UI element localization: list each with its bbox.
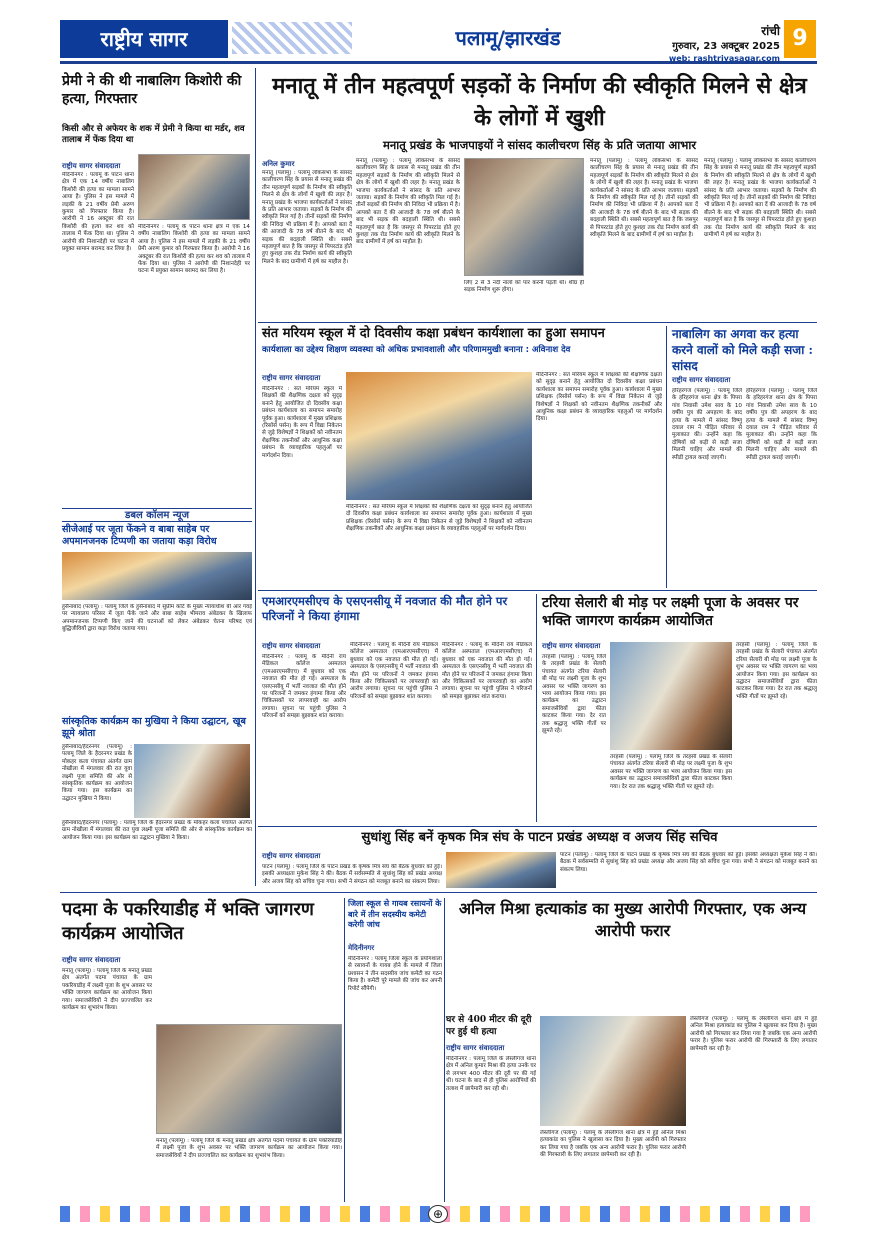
lead-subhead: मनातू प्रखंड के भाजपाइयों ने सांसद कालीचरण सिंह के प्रति जताया आभार: [382, 138, 697, 152]
edition-date: गुरुवार, 23 अक्टूबर 2025: [672, 41, 780, 52]
anil-headline: अनिल मिश्रा हत्याकांड का मुख्य आरोपी गिरफ्तार, एक अन्य आरोपी फरार: [458, 899, 807, 940]
lead-photo: [464, 158, 584, 276]
mmch-body: मेदिनीनगर : पलामू के मेदिनी राय मेडिकल कॉलेज अस्पताल (एमआरएमसीएच) में बुधवार को एक नवजात की मौत हो गई। अस्पताल के एसएनसीयू में भर्ती नवजात की मौत होने पर परिजनों ने जमकर हंगामा किया और चिकित्सकों पर लापरवाही का आरोप लगाया। सूचना पर पहुंची पुलिस ने परिजनों को समझा बुझाकर शांत कराया।: [262, 654, 346, 720]
tariya-rule: [536, 594, 537, 822]
tariya-body-2: तरहसी (पलामू) : पलामू जिले के तरहसी प्रखंड के सेलारी पंचायत अंतर्गत टरिया सेलारी बी मोड़ पर लक्ष्मी पूजा के शुभ अवसर पर भक्ति जागरण का भव्य आयोजन किया गया। इस कार्यक्रम का उद्घाटन समाजसेवियों द्वारा फीता काटकर किया गया। देर रात तक श्रद्धालु भक्ति गीतों पर झूमते रहे।: [736, 642, 817, 700]
anil-rule: [444, 898, 445, 1202]
website: web: rashtriyasagar.com: [668, 54, 780, 63]
section-title: पलामू/झारखंड: [455, 26, 561, 50]
column-banner: डबल कॉलम न्यूज: [62, 508, 252, 522]
padma-body: मनातू (पलामू) : पलामू जिले के मनातू प्रखंड क्षेत्र अंतर्गत पदमा पंचायत के ग्राम पकरियाडीह में लक्ष्मी पूजा के शुभ अवसर पर भक्ति जागरण कार्यक्रम का आयोजन किया गया। समाजसेवियों ने दीप प्रज्ज्वलित कर कार्यक्रम का शुभारंभ किया।: [62, 968, 152, 1012]
sudhanshu-body-2: पाटन (पलामू) : पलामू जिले के पाटन प्रखंड के कृषक मित्र संघ की बैठक बुधवार को हुई। इसकी अध्यक्षता मुकेश सिंह ने की। बैठक में सर्वसम्मति से सुधांशु सिंह को प्रखंड अध्यक्ष और अजय सिंह को सचिव चुना गया। सभी ने संगठन को मजबूत बनाने का संकल्प लिया।: [560, 852, 817, 873]
sudhanshu-body: पाटन (पलामू) : पलामू जिले के पाटन प्रखंड के कृषक मित्र संघ की बैठक बुधवार को हुई। इसकी अध्यक्षता मुकेश सिंह ने की। बैठक में सर्वसम्मति से सुधांशु सिंह को प्रखंड अध्यक्ष और अजय सिंह को सचिव चुना गया। सभी ने संगठन को मजबूत बनाने का संकल्प लिया।: [262, 864, 442, 885]
left-body-cont: मेदिनीनगर : पलामू के पाटन थाना क्षेत्र में एक 14 वर्षीय नाबालिग किशोरी की हत्या का मामला सामने आया है। पुलिस ने इस मामले में लड़की के 21 वर्षीय प्रेमी अरुण कुमार को गिरफ्तार किया है। आरोपी ने 16 अक्टूबर की रात किशोरी की हत्या कर शव को तालाब में फेंक दिया था। पुलिस ने आरोपी की निशानदेही पर घटना में प्रयुक्त सामान बरामद कर लिया है।: [138, 224, 250, 275]
sudhanshu-rule: [258, 826, 817, 827]
news3-body-cont: हुसैनाबाद/हैदरनगर (पलामू) : पलामू जिले के हैदरनगर प्रखंड के मोकहर कला पंचायत अंतर्गत ग्राम नोखीला में मंगलवार की रात युवा लक्ष्मी पूजा समिति की ओर से सांस्कृतिक कार्यक्रम का आयोजन किया गया। इस कार्यक्रम का उद्घाटन मुखिया ने किया।: [62, 820, 252, 841]
header-pattern: [232, 22, 352, 54]
school-headline: संत मरियम स्कूल में दो दिवसीय कक्षा प्रबंधन कार्यशाला का हुआ समापन: [262, 326, 605, 341]
padma-byline: राष्ट्रीय सागर संवाददाता: [62, 956, 121, 964]
sudhanshu-headline: सुधांशु सिंह बनें कृषक मित्र संघ के पाटन प्रखंड अध्यक्ष व अजय सिंह सचिव: [361, 830, 718, 845]
news2-photo: [62, 552, 252, 600]
edition-city: रांची: [761, 24, 780, 38]
lead-body-4: मनातू (पलामू) : पलामू लोकसभा के सांसद कालीचरण सिंह के प्रयास से मनातू प्रखंड की तीन महत्वपूर्ण सड़कों के निर्माण की स्वीकृति मिलने से क्षेत्र के लोगों में खुशी की लहर है। मनातू प्रखंड के भाजपा कार्यकर्ताओं ने सांसद के प्रति आभार जताया। सड़कों के निर्माण की स्वीकृति मिल गई है। तीनों सड़कों की निर्माण की निविदा भी प्रक्रिया में है। आपको बता दें की आजादी के 78 वर्ष बीतने के बाद भी सड़क की बदहाली स्थिति थी। सबसे महत्वपूर्ण बात है कि जसपुर से पिपरटांड होते हुए कुशहा तक रोड निर्माण कार्य की स्वीकृति मिलने के बाद ग्रामीणों में हर्ष का माहौल है।: [704, 158, 816, 239]
padma-photo: [156, 1024, 342, 1134]
sweets-body: मेदिनीनगर : पलामू जिला स्कूल के प्रयोगशाला से रसायनों के गायब होने के मामले में जिला प्रशासन ने तीन सदस्यीय जांच कमेटी का गठन किया है। कमेटी पूरे मामले की जांच कर अपनी रिपोर्ट सौंपेगी।: [348, 956, 442, 992]
mmch-byline: राष्ट्रीय सागर संवाददाता: [262, 642, 321, 650]
left-photo: [138, 154, 250, 220]
anil-body-2: लेस्लीगंज (पलामू) : पलामू के लेस्लीगंज थाना क्षेत्र में हुई अनिल मिश्रा हत्याकांड का पुलिस ने खुलासा कर दिया है। मुख्य आरोपी को गिरफ्तार कर लिया गया है जबकि एक अन्य आरोपी फरार है। पुलिस फरार आरोपी की गिरफ्तारी के लिए लगातार छापेमारी कर रही है।: [690, 1016, 817, 1052]
minor-body: हरिहरगंज (पलामू) : पलामू जिले के हरिहरगंज थाना क्षेत्र के पिपरा गांव निवासी उमेश साव के 10 वर्षीय पुत्र की अपहरण के बाद हत्या के मामले में सांसद विष्णु दयाल राम ने पीड़ित परिवार से मुलाकात की। उन्होंने कहा कि दोषियों को कड़ी से कड़ी सजा मिलनी चाहिए और मामले की स्पीडी ट्रायल कराई जाएगी।: [672, 388, 742, 461]
school-body-3: मेदिनीनगर : संत मरियम स्कूल में शिक्षकों की शैक्षणिक दक्षता को सुदृढ़ बनाने हेतु आयोजित दो दिवसीय कक्षा प्रबंधन कार्यशाला का समापन समारोह पूर्वक हुआ। कार्यशाला में मुख्य प्रशिक्षक (रिसोर्स पर्सन) के रूप में विद्या निकेतन से जुड़े विशेषज्ञों ने शिक्षकों को नवीनतम शैक्षणिक तकनीकों और आधुनिक कक्षा प्रबंधन के व्यावहारिक पहलुओं पर मार्गदर्शन दिया।: [346, 504, 532, 533]
left-subhead: किसी और से अफेयर के शक में प्रेमी ने किया था मर्डर, शव तालाब में फेंक दिया था: [62, 124, 245, 145]
school-subhead: कार्यशाला का उद्देश्य शिक्षण व्यवस्था को अधिक प्रभावशाली और परिणाममुखी बनाना : अविनाश देव: [262, 345, 571, 355]
news2-body: हुसैनाबाद (पलामू) : पलामू जिले के हुसैनाबाद में सुप्रीम कोर्ट के मुख्य न्यायाधीश बी आर गवई पर न्यायालय परिसर में जूता फेंके जाने और बाबा साहेब भीमराव अंबेडकर के खिलाफ अपमानजनक टिप्पणी किए जाने की घटनाओं को लेकर अंबेडकर चेतना परिषद एवं बुद्धिजीवियों द्वारा कड़ा विरोध जताया गया।: [62, 604, 252, 633]
news3-photo: [134, 744, 250, 818]
left-byline: राष्ट्रीय सागर संवाददाता: [62, 162, 121, 170]
minor-byline: राष्ट्रीय सागर संवाददाता: [672, 376, 731, 384]
tariya-body-3: तरहसी (पलामू) : पलामू जिले के तरहसी प्रखंड के सेलारी पंचायत अंतर्गत टरिया सेलारी बी मोड़ पर लक्ष्मी पूजा के शुभ अवसर पर भक्ति जागरण का भव्य आयोजन किया गया। इस कार्यक्रम का उद्घाटन समाजसेवियों द्वारा फीता काटकर किया गया। देर रात तक श्रद्धालु भक्ति गीतों पर झूमते रहे।: [610, 754, 732, 790]
sweets-rule: [344, 898, 345, 1202]
news3-headline: सांस्कृतिक कार्यक्रम का मुखिया ने किया उद्घाटन, खूब झूमे श्रोता: [62, 716, 246, 739]
news3-body: हुसैनाबाद/हैदरनगर (पलामू) : पलामू जिले के हैदरनगर प्रखंड के मोकहर कला पंचायत अंतर्गत ग्राम नोखीला में मंगलवार की रात युवा लक्ष्मी पूजा समिति की ओर से सांस्कृतिक कार्यक्रम का आयोजन किया गया। इस कार्यक्रम का उद्घाटन मुखिया ने किया।: [62, 744, 132, 802]
left-body: मेदिनीनगर : पलामू के पाटन थाना क्षेत्र में एक 14 वर्षीय नाबालिग किशोरी की हत्या का मामला सामने आया है। पुलिस ने इस मामले में लड़की के 21 वर्षीय प्रेमी अरुण कुमार को गिरफ्तार किया है। आरोपी ने 16 अक्टूबर की रात किशोरी की हत्या कर शव को तालाब में फेंक दिया था। पुलिस ने आरोपी की निशानदेही पर घटना में प्रयुक्त सामान बरामद कर लिया है।: [62, 172, 134, 253]
mmch-body-2: मेदिनीनगर : पलामू के मेदिनी राय मेडिकल कॉलेज अस्पताल (एमआरएमसीएच) में बुधवार को एक नवजात की मौत हो गई। अस्पताल के एसएनसीयू में भर्ती नवजात की मौत होने पर परिजनों ने जमकर हंगामा किया और चिकित्सकों पर लापरवाही का आरोप लगाया। सूचना पर पहुंची पुलिस ने परिजनों को समझा बुझाकर शांत कराया।: [350, 642, 438, 700]
sudhanshu-byline: राष्ट्रीय सागर संवाददाता: [262, 852, 321, 860]
school-body-2: मेदिनीनगर : संत मरियम स्कूल में शिक्षकों की शैक्षणिक दक्षता को सुदृढ़ बनाने हेतु आयोजित दो दिवसीय कक्षा प्रबंधन कार्यशाला का समापन समारोह पूर्वक हुआ। कार्यशाला में मुख्य प्रशिक्षक (रिसोर्स पर्सन) के रूप में विद्या निकेतन से जुड़े विशेषज्ञों ने शिक्षकों को नवीनतम शैक्षणिक तकनीकों और आधुनिक कक्षा प्रबंधन के व्यावहारिक पहलुओं पर मार्गदर्शन दिया।: [536, 372, 662, 423]
sweets-headline: जिला स्कूल से गायब रसायनों के बारे में तीन सदस्यीय कमेटी करेगी जांच: [348, 898, 442, 929]
minor-headline: नाबालिग का अगवा कर हत्या करने वालों को मिले कड़ी सजा : सांसद: [672, 327, 813, 373]
column-rule: [255, 68, 256, 886]
school-photo: [346, 372, 532, 500]
house-body: मेदिनीनगर : पलामू जिले के लेस्लीगंज थाना क्षेत्र में अनिल कुमार मिश्रा की हत्या उनके घर से लगभग 400 मीटर की दूरी पर की गई थी। घटना के बाद से ही पुलिस आरोपियों की तलाश में छापेमारी कर रही थी।: [446, 1056, 536, 1092]
tariya-byline: राष्ट्रीय सागर संवाददाता: [542, 642, 601, 650]
mmch-headline: एमआरएमसीएच के एसएनसीयू में नवजात की मौत होने पर परिजनों ने किया हंगामा: [262, 594, 508, 623]
brand-logo: राष्ट्रीय सागर: [60, 20, 228, 58]
lead-rule: [258, 322, 817, 323]
tariya-photo: [610, 642, 732, 750]
bottom-rule: [60, 892, 817, 893]
lead-photo-caption: लिए 2 से 3 नदी नालों को पार करनी पड़ती थी। शीघ्र ही सड़क निर्माण शुरू होगा।: [464, 280, 584, 294]
news2-headline: सीजेआई पर जूता फेंकने व बाबा साहेब पर अपमानजनक टिप्पणी का जताया कड़ा विरोध: [62, 524, 217, 547]
anil-body: लेस्लीगंज (पलामू) : पलामू के लेस्लीगंज थाना क्षेत्र में हुई अनिल मिश्रा हत्याकांड का पुलिस ने खुलासा कर दिया है। मुख्य आरोपी को गिरफ्तार कर लिया गया है जबकि एक अन्य आरोपी फरार है। पुलिस फरार आरोपी की गिरफ्तारी के लिए लगातार छापेमारी कर रही है।: [540, 1130, 686, 1159]
lead-body-2: मनातू (पलामू) : पलामू लोकसभा के सांसद कालीचरण सिंह के प्रयास से मनातू प्रखंड की तीन महत्वपूर्ण सड़कों के निर्माण की स्वीकृति मिलने से क्षेत्र के लोगों में खुशी की लहर है। मनातू प्रखंड के भाजपा कार्यकर्ताओं ने सांसद के प्रति आभार जताया। सड़कों के निर्माण की स्वीकृति मिल गई है। तीनों सड़कों की निर्माण की निविदा भी प्रक्रिया में है। आपको बता दें की आजादी के 78 वर्ष बीतने के बाद भी सड़क की बदहाली स्थिति थी। सबसे महत्वपूर्ण बात है कि जसपुर से पिपरटांड होते हुए कुशहा तक रोड निर्माण कार्य की स्वीकृति मिलने के बाद ग्रामीणों में हर्ष का माहौल है।: [356, 158, 460, 246]
anil-photo: [540, 1016, 686, 1126]
tariya-body: तरहसी (पलामू) : पलामू जिले के तरहसी प्रखंड के सेलारी पंचायत अंतर्गत टरिया सेलारी बी मोड़ पर लक्ष्मी पूजा के शुभ अवसर पर भक्ति जागरण का भव्य आयोजन किया गया। इस कार्यक्रम का उद्घाटन समाजसेवियों द्वारा फीता काटकर किया गया। देर रात तक श्रद्धालु भक्ति गीतों पर झूमते रहे।: [542, 654, 606, 735]
mmch-body-3: मेदिनीनगर : पलामू के मेदिनी राय मेडिकल कॉलेज अस्पताल (एमआरएमसीएच) में बुधवार को एक नवजात की मौत हो गई। अस्पताल के एसएनसीयू में भर्ती नवजात की मौत होने पर परिजनों ने जमकर हंगामा किया और चिकित्सकों पर लापरवाही का आरोप लगाया। सूचना पर पहुंची पुलिस ने परिजनों को समझा बुझाकर शांत कराया।: [442, 642, 532, 700]
minor-rule: [666, 326, 667, 588]
tariya-headline: टरिया सेलारी बी मोड़ पर लक्ष्मी पूजा के अवसर पर भक्ति जागरण कार्यक्रम आयोजित: [542, 595, 799, 629]
sweets-byline: मेदिनीनगर: [348, 944, 375, 952]
left-headline: प्रेमी ने की थी नाबालिग किशोरी की हत्या, गिरफ्तार: [62, 73, 242, 107]
lead-body-3: मनातू (पलामू) : पलामू लोकसभा के सांसद कालीचरण सिंह के प्रयास से मनातू प्रखंड की तीन महत्वपूर्ण सड़कों के निर्माण की स्वीकृति मिलने से क्षेत्र के लोगों में खुशी की लहर है। मनातू प्रखंड के भाजपा कार्यकर्ताओं ने सांसद के प्रति आभार जताया। सड़कों के निर्माण की स्वीकृति मिल गई है। तीनों सड़कों की निर्माण की निविदा भी प्रक्रिया में है। आपको बता दें की आजादी के 78 वर्ष बीतने के बाद भी सड़क की बदहाली स्थिति थी। सबसे महत्वपूर्ण बात है कि जसपुर से पिपरटांड होते हुए कुशहा तक रोड निर्माण कार्य की स्वीकृति मिलने के बाद ग्रामीणों में हर्ष का माहौल है।: [590, 158, 698, 239]
lead-byline: अनिल कुमार: [262, 160, 295, 168]
lead-body: मनातू (पलामू) : पलामू लोकसभा के सांसद कालीचरण सिंह के प्रयास से मनातू प्रखंड की तीन महत्वपूर्ण सड़कों के निर्माण की स्वीकृति मिलने से क्षेत्र के लोगों में खुशी की लहर है। मनातू प्रखंड के भाजपा कार्यकर्ताओं ने सांसद के प्रति आभार जताया। सड़कों के निर्माण की स्वीकृति मिल गई है। तीनों सड़कों की निर्माण की निविदा भी प्रक्रिया में है। आपको बता दें की आजादी के 78 वर्ष बीतने के बाद भी सड़क की बदहाली स्थिति थी। सबसे महत्वपूर्ण बात है कि जसपुर से पिपरटांड होते हुए कुशहा तक रोड निर्माण कार्य की स्वीकृति मिलने के बाद ग्रामीणों में हर्ष का माहौल है।: [262, 170, 352, 265]
mid-rule: [258, 590, 817, 591]
school-body: मेदिनीनगर : संत मरियम स्कूल में शिक्षकों की शैक्षणिक दक्षता को सुदृढ़ बनाने हेतु आयोजित दो दिवसीय कक्षा प्रबंधन कार्यशाला का समापन समारोह पूर्वक हुआ। कार्यशाला में मुख्य प्रशिक्षक (रिसोर्स पर्सन) के रूप में विद्या निकेतन से जुड़े विशेषज्ञों ने शिक्षकों को नवीनतम शैक्षणिक तकनीकों और आधुनिक कक्षा प्रबंधन के व्यावहारिक पहलुओं पर मार्गदर्शन दिया।: [262, 386, 342, 459]
footer-emblem-icon: ⊕: [428, 1205, 448, 1223]
page-number: 9: [784, 20, 816, 58]
school-byline: राष्ट्रीय सागर संवाददाता: [262, 374, 321, 382]
sudhanshu-photo: [446, 852, 556, 888]
padma-body-2: मनातू (पलामू) : पलामू जिले के मनातू प्रखंड क्षेत्र अंतर्गत पदमा पंचायत के ग्राम पकरियाडीह में लक्ष्मी पूजा के शुभ अवसर पर भक्ति जागरण कार्यक्रम का आयोजन किया गया। समाजसेवियों ने दीप प्रज्ज्वलित कर कार्यक्रम का शुभारंभ किया।: [156, 1138, 342, 1159]
lead-headline: मनातू में तीन महत्वपूर्ण सड़कों के निर्माण की स्वीकृति मिलने से क्षेत्र के लोगों में खुशी: [272, 73, 807, 131]
padma-headline: पदमा के पकरियाडीह में भक्ति जागरण कार्यक्रम आयोजित: [62, 899, 314, 944]
house-headline: घर से 400 मीटर की दूरी पर हुई थी हत्या: [446, 1015, 532, 1037]
house-byline: राष्ट्रीय सागर संवाददाता: [446, 1044, 505, 1052]
minor-body-2: हरिहरगंज (पलामू) : पलामू जिले के हरिहरगंज थाना क्षेत्र के पिपरा गांव निवासी उमेश साव के 10 वर्षीय पुत्र की अपहरण के बाद हत्या के मामले में सांसद विष्णु दयाल राम ने पीड़ित परिवार से मुलाकात की। उन्होंने कहा कि दोषियों को कड़ी से कड़ी सजा मिलनी चाहिए और मामले की स्पीडी ट्रायल कराई जाएगी।: [746, 388, 817, 461]
